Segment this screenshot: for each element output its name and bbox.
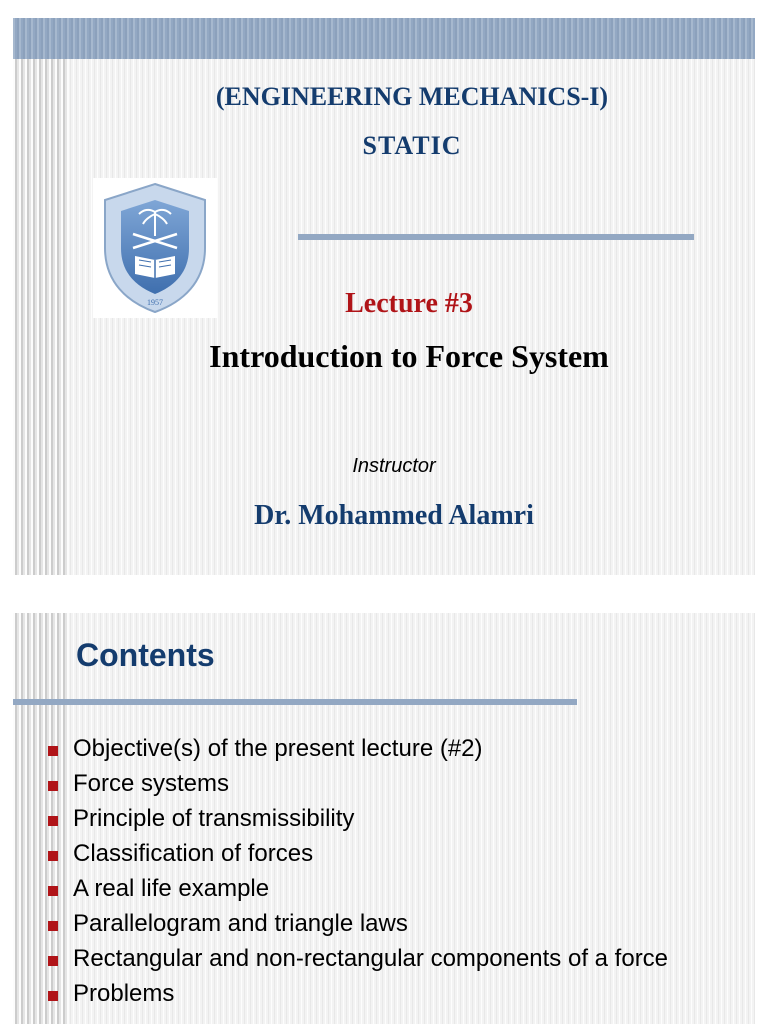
list-item-text: Classification of forces <box>73 840 314 867</box>
contents-divider <box>13 699 577 705</box>
course-title: (ENGINEERING MECHANICS-I) <box>215 82 609 111</box>
contents-list <box>46 735 726 1015</box>
list-item <box>46 945 726 973</box>
instructor-name: Dr. Mohammed Alamri <box>254 500 534 531</box>
bullet-icon <box>48 921 58 931</box>
list-item-text: Parallelogram and triangle laws <box>73 910 408 937</box>
contents-heading: Contents <box>76 637 215 673</box>
bullet-icon <box>48 991 58 1001</box>
list-item <box>46 840 726 868</box>
lecture-number: Lecture #3 <box>345 288 473 319</box>
list-item-text: A real life example <box>73 875 270 902</box>
title-divider <box>298 234 694 240</box>
title-slide <box>13 18 755 575</box>
instructor-label: Instructor <box>352 455 436 477</box>
slide-top-band <box>13 18 755 59</box>
bullet-icon <box>48 886 58 896</box>
list-item <box>46 805 726 833</box>
bullet-icon <box>48 781 58 791</box>
lecture-title: Introduction to Force System <box>209 338 609 374</box>
list-item-text: Objective(s) of the present lecture (#2) <box>73 735 483 762</box>
list-item <box>46 875 726 903</box>
course-subtitle: STATIC <box>362 131 462 160</box>
list-item-text: Rectangular and non-rectangular components of a force <box>73 945 669 972</box>
bullet-icon <box>48 956 58 966</box>
list-item <box>46 980 726 1008</box>
contents-slide <box>13 613 755 1024</box>
list-item-text: Principle of transmissibility <box>73 805 355 832</box>
list-item-text: Problems <box>73 980 175 1007</box>
list-item <box>46 770 726 798</box>
list-item-text: Force systems <box>73 770 230 797</box>
list-item <box>46 910 726 938</box>
bullet-icon <box>48 816 58 826</box>
list-item <box>46 735 726 763</box>
bullet-icon <box>48 851 58 861</box>
bullet-icon <box>48 746 58 756</box>
svg-text:1957: 1957 <box>147 298 163 307</box>
